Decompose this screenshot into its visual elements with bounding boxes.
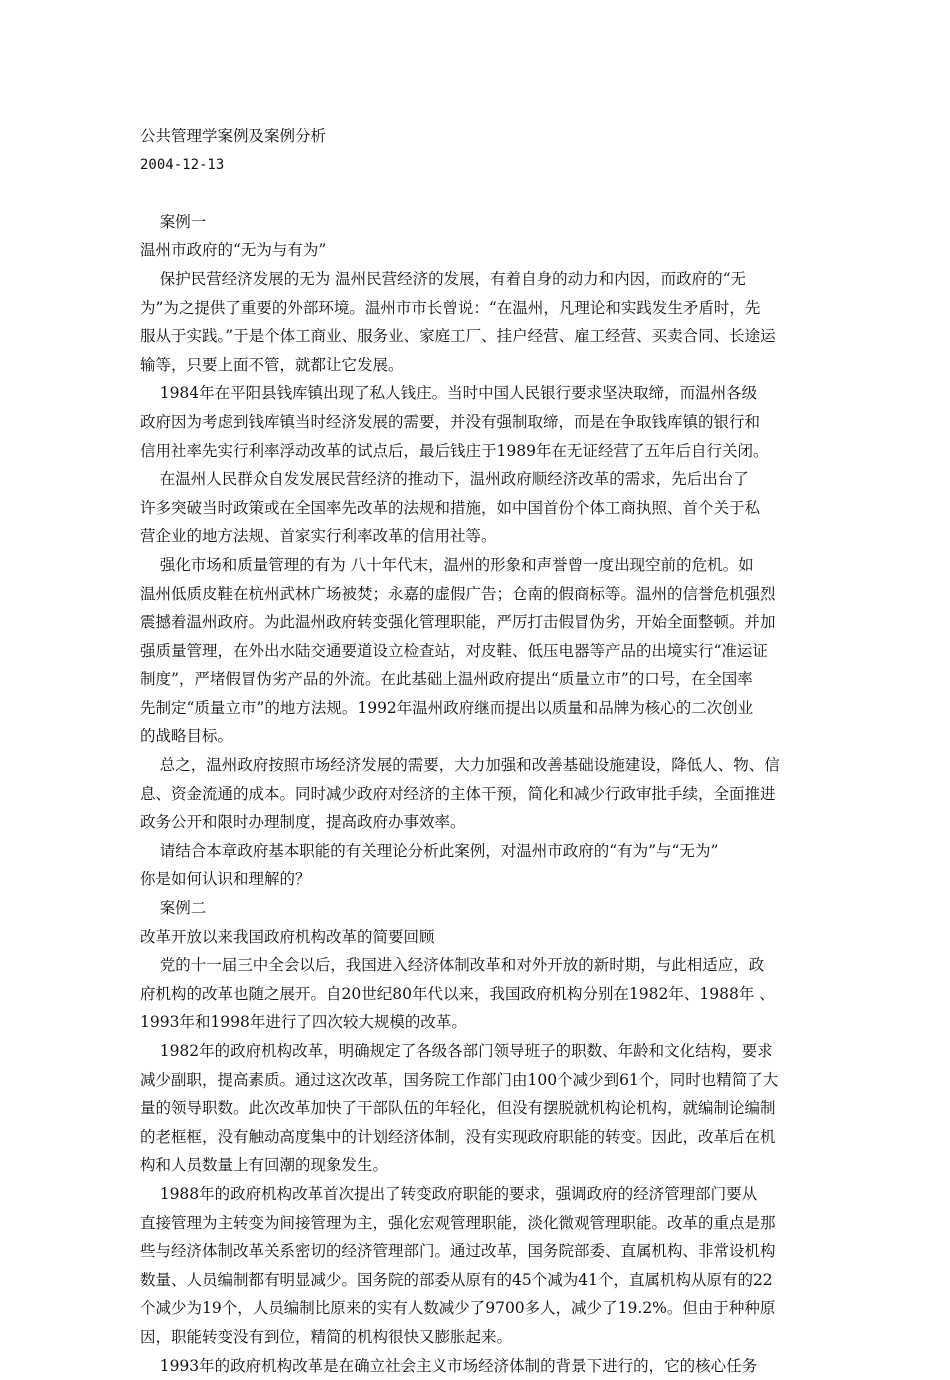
- text-line: 减少副职，提高素质。通过这次改革，国务院工作部门由100个减少到61个，同时也精简了大: [140, 1070, 779, 1089]
- text-line: 的老框框，没有触动高度集中的计划经济体制，没有实现政府职能的转变。因此，改革后在机: [140, 1127, 776, 1146]
- case1-heading: 案例一: [140, 212, 207, 231]
- text-line: 因，职能转变没有到位，精简的机构很快又膨胀起来。: [140, 1327, 513, 1346]
- text-line: 保护民营经济发展的无为 温州民营经济的发展，有着自身的动力和内因，而政府的“无: [140, 269, 747, 288]
- case2-paragraphs: [140, 951, 820, 1380]
- text-line: 政务公开和限时办理制度，提高政府办事效率。: [140, 813, 466, 832]
- case2-heading: 案例二: [140, 899, 207, 918]
- text-line: 1988年的政府机构改革首次提出了转变政府职能的要求，强调政府的经济管理部门要从: [140, 1184, 758, 1203]
- text-line: 党的十一届三中全会以后，我国进入经济体制改革和对外开放的新时期，与此相适应，政: [140, 956, 765, 975]
- text-line: 的战略目标。: [140, 727, 234, 746]
- text-line: 请结合本章政府基本职能的有关理论分析此案例，对温州市政府的“有为”与“无为”: [140, 841, 719, 860]
- text-line: 些与经济体制改革关系密切的经济管理部门。通过改革，国务院部委、直属机构、非常设机构: [140, 1242, 776, 1261]
- text-line: 许多突破当时政策或在全国率先改革的法规和措施，如中国首份个体工商执照、首个关于私: [140, 498, 761, 517]
- text-line: 强质量管理，在外出水陆交通要道设立检查站，对皮鞋、低压电器等产品的出境实行“准运证: [140, 641, 768, 660]
- text-line: 温州低质皮鞋在杭州武林广场被焚；永嘉的虚假广告；仓南的假商标等。温州的信誉危机强烈: [140, 584, 776, 603]
- spacer: [140, 179, 820, 208]
- case1-title: 温州市政府的“无为与有为”: [140, 241, 327, 260]
- text-line: 总之，温州政府按照市场经济发展的需要，大力加强和改善基础设施建设，降低人、物、信: [140, 756, 780, 775]
- text-line: 震撼着温州政府。为此温州政府转变强化管理职能，严厉打击假冒伪劣，开始全面整顿。并加: [140, 613, 776, 632]
- text-line: 先制定“质量立市”的地方法规。1992年温州政府继而提出以质量和品牌为核心的二次创业: [140, 698, 754, 717]
- text-line: 信用社率先实行利率浮动改革的试点后，最后钱庄于1989年在无证经营了五年后自行关闭。: [140, 441, 769, 460]
- document-body: [140, 122, 820, 1380]
- text-line: 营企业的地方法规、首家实行利率改革的信用社等。: [140, 527, 497, 546]
- text-line: 1993年的政府机构改革是在确立社会主义市场经济体制的背景下进行的，它的核心任务: [140, 1356, 758, 1375]
- text-line: 构和人员数量上有回潮的现象发生。: [140, 1156, 389, 1175]
- text-line: 输等，只要上面不管，就都让它发展。: [140, 355, 404, 374]
- text-line: 在温州人民群众自发发展民营经济的推动下，温州政府顺经济改革的需求，先后出台了: [140, 470, 749, 489]
- text-line: 为”为之提供了重要的外部环境。温州市市长曾说：“在温州，凡理论和实践发生矛盾时，先: [140, 298, 761, 317]
- text-line: 息、资金流通的成本。同时减少政府对经济的主体干预，简化和减少行政审批手续，全面推进: [140, 784, 776, 803]
- text-line: 你是如何认识和理解的？: [140, 870, 311, 889]
- text-line: 1982年的政府机构改革，明确规定了各级各部门领导班子的职数、年龄和文化结构，要求: [140, 1042, 773, 1060]
- text-line: 1984年在平阳县钱库镇出现了私人钱庄。当时中国人民银行要求坚决取缔，而温州各级: [140, 384, 758, 403]
- text-line: 1993年和1998年进行了四次较大规模的改革。: [140, 1013, 467, 1032]
- case2-title: 改革开放以来我国政府机构改革的简要回顾: [140, 927, 435, 946]
- document-date: 2004-12-13: [140, 156, 225, 173]
- text-line: 直接管理为主转变为间接管理为主，强化宏观管理职能，淡化微观管理职能。改革的重点是那: [140, 1213, 776, 1232]
- case1-paragraphs: [140, 265, 820, 894]
- document-title: 公共管理学案例及案例分析: [140, 127, 327, 145]
- text-line: 服从于实践。”于是个体工商业、服务业、家庭工厂、挂户经营、雇工经营、买卖合同、长途运: [140, 327, 776, 346]
- text-line: 制度”，严堵假冒伪劣产品的外流。在此基础上温州政府提出“质量立市”的口号，在全国率: [140, 670, 753, 689]
- text-line: 数量、人员编制都有明显减少。国务院的部委从原有的45个减为41个，直属机构从原有的22: [140, 1270, 773, 1289]
- text-line: 政府因为考虑到钱库镇当时经济发展的需要，并没有强制取缔，而是在争取钱库镇的银行和: [140, 412, 761, 431]
- text-line: 量的领导职数。此次改革加快了干部队伍的年轻化，但没有摆脱就机构论机构，就编制论编制: [140, 1099, 776, 1118]
- text-line: 府机构的改革也随之展开。自20世纪80年代以来，我国政府机构分别在1982年、1988年 、: [140, 984, 775, 1003]
- text-line: 强化市场和质量管理的有为 八十年代末，温州的形象和声誉曾一度出现空前的危机。如: [140, 555, 754, 574]
- text-line: 个减少为19个，人员编制比原来的实有人数减少了9700多人，减少了19.2%。但由于种种原: [140, 1299, 776, 1318]
